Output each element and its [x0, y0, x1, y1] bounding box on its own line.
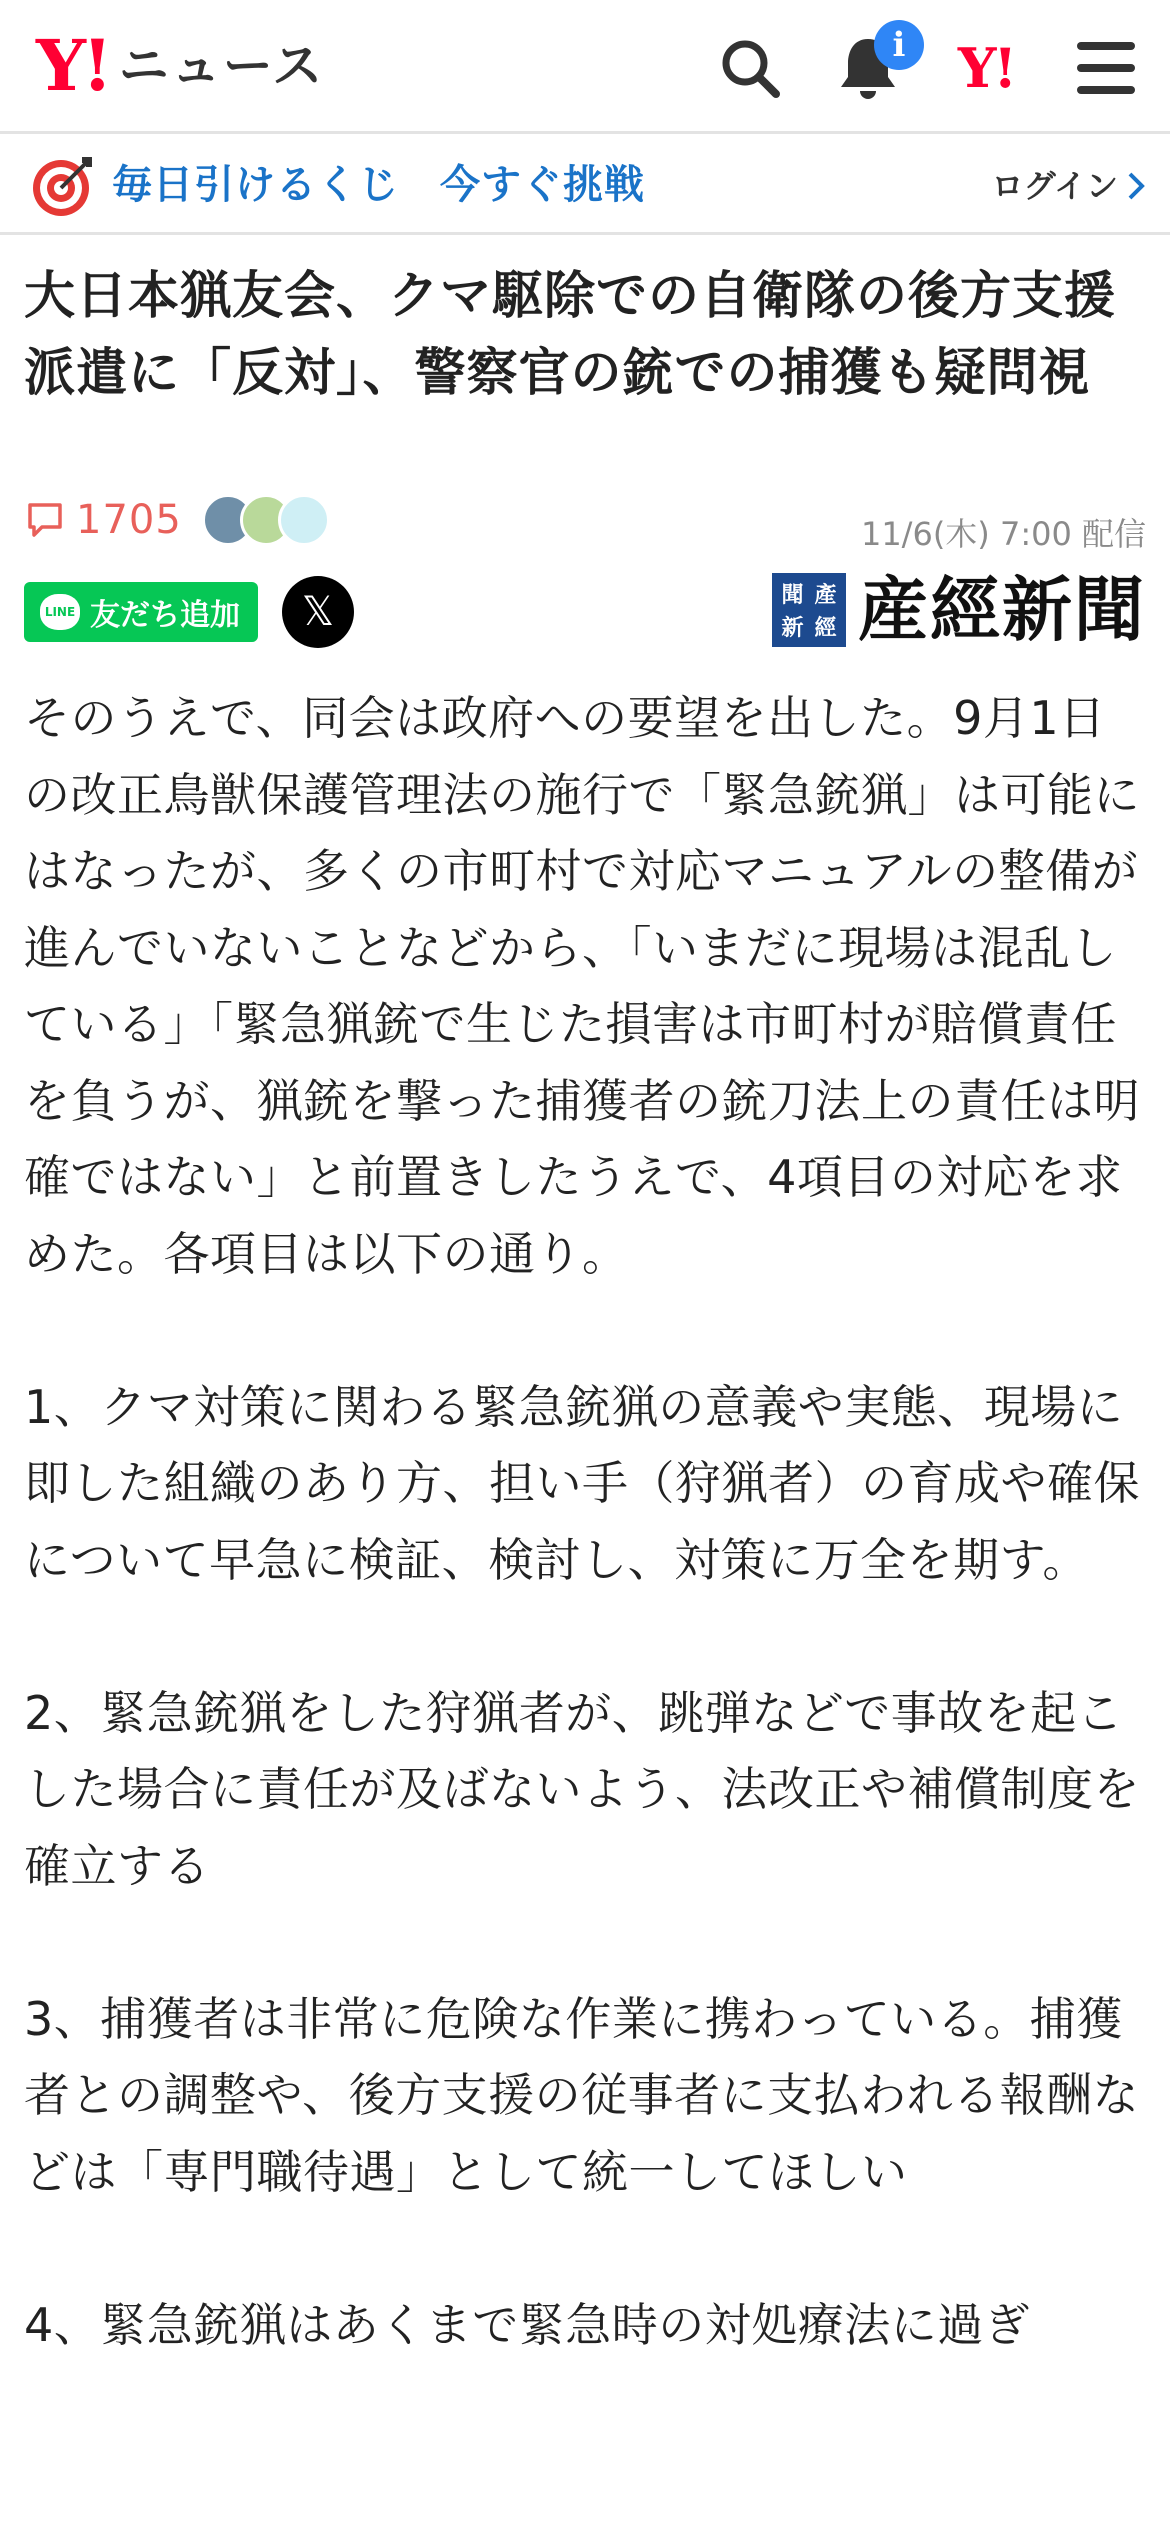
target-icon: [30, 153, 96, 219]
menu-icon: [1075, 40, 1137, 96]
notification-badge: i: [874, 20, 924, 70]
comment-count: 1705: [76, 497, 182, 543]
comment-icon: [26, 501, 64, 539]
article-paragraph: 2、緊急銃猟をした狩猟者が、跳弾などで事故を起こした場合に責任が及ばないよう、法改正や補償制度を確立する: [24, 1685, 1140, 1893]
seal-char: 產: [814, 582, 837, 608]
x-icon: 𝕏: [301, 589, 335, 635]
logo-text: ニュース: [118, 37, 325, 95]
chevron-right-icon: [1126, 170, 1146, 202]
seal-char: 新: [781, 615, 804, 641]
menu-button[interactable]: [1060, 22, 1152, 114]
article-paragraph: 4、緊急銃猟はあくまで緊急時の対処療法に過ぎ: [24, 2297, 1031, 2352]
search-icon: [718, 36, 782, 100]
login-label: ログイン: [991, 167, 1118, 205]
top-header: [0, 0, 1170, 134]
yahoo-top-button[interactable]: [940, 22, 1032, 114]
search-button[interactable]: [704, 22, 796, 114]
seal-char: 經: [814, 615, 837, 641]
article-paragraph: そのうえで、同会は政府への要望を出した。9月1日の改正鳥獣保護管理法の施行で「緊急銃猟」は可能にはなったが、多くの市町村で対応マニュアルの整備が進んでいないことなどから、「いまだに現場は混乱している」「緊急猟銃で生じた損害は市町村が賠償責任を負うが、猟銃を撃った捕獲者の銃刀法上の責任は明確ではない」と前置きしたうえで、4項目の対応を求めた。各項目は以下の通り。: [24, 691, 1140, 1281]
article-body: [24, 680, 1152, 2440]
publisher-name: 産經新聞: [858, 568, 1146, 651]
commenter-avatars: [202, 494, 330, 546]
publish-date: 11/6(木) 7:00 配信: [860, 515, 1146, 553]
logo-mark: Y!: [36, 24, 109, 107]
comments-link[interactable]: [26, 490, 330, 550]
seal-char: 聞: [781, 582, 804, 608]
article-title: 大日本猟友会、クマ駆除での自衛隊の後方支援派遣に「反対」、警察官の銃での捕獲も疑問視: [24, 267, 1117, 403]
login-link[interactable]: [992, 161, 1146, 211]
x-share-button[interactable]: [282, 576, 354, 648]
yahoo-icon: Y!: [957, 36, 1015, 100]
publisher-seal-icon: [772, 573, 846, 647]
article-paragraph: 1、クマ対策に関わる緊急銃猟の意義や実態、現場に即した組織のあり方、担い手（狩猟者）の育成や確保について早急に検証、検討し、対策に万全を期す。: [24, 1379, 1140, 1587]
lottery-text[interactable]: 毎日引けるくじ 今すぐ挑戦: [112, 162, 645, 208]
article-paragraph: 3、捕獲者は非常に危険な作業に携わっている。捕獲者との調整や、後方支援の従事者に支払われる報酬などは「専門職待遇」として統一してほしい: [24, 1991, 1140, 2199]
yahoo-news-logo[interactable]: [36, 24, 325, 107]
avatar: [278, 494, 330, 546]
publisher-logo[interactable]: [772, 568, 1146, 651]
lottery-banner[interactable]: [0, 137, 1170, 235]
line-icon: LINE: [40, 594, 80, 630]
line-button-label: 友だち追加: [90, 598, 240, 633]
line-add-friend-button[interactable]: [24, 582, 258, 642]
